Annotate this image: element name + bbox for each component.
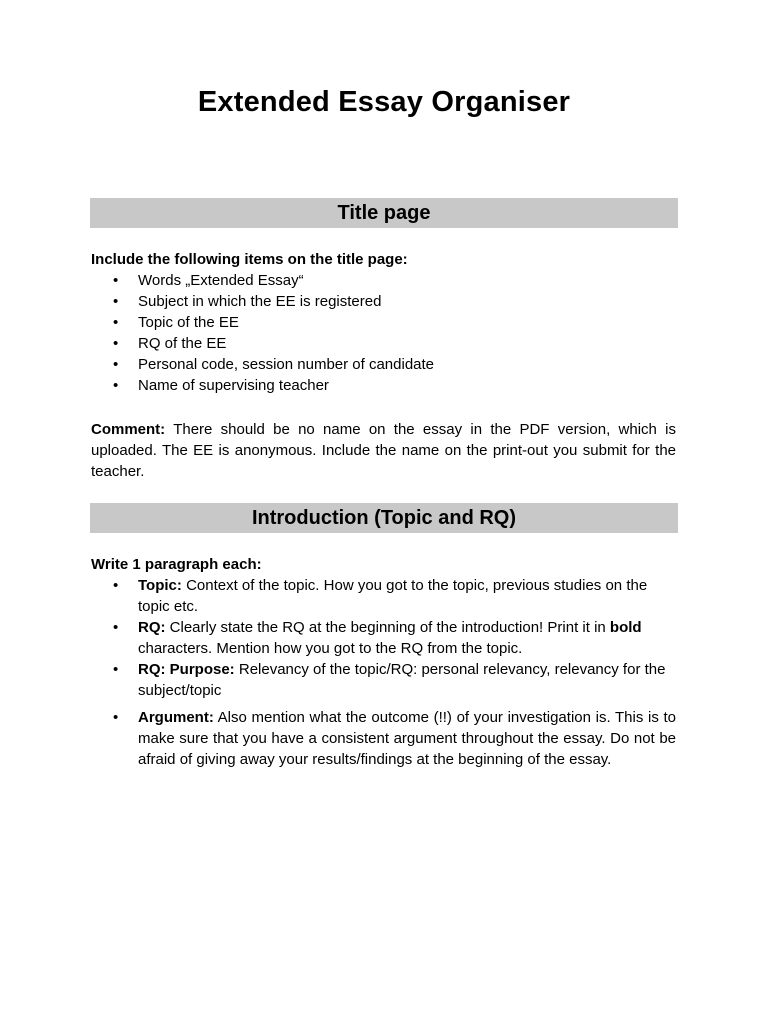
bullet-icon: •: [113, 293, 119, 310]
title-page-list: [91, 270, 676, 396]
bullet-icon: •: [113, 661, 119, 678]
list-item-text: RQ of the EE: [138, 335, 227, 352]
bullet-icon: •: [113, 709, 119, 726]
list-item-text: Topic of the EE: [138, 314, 239, 331]
item-text: characters. Mention how you got to the RQ from the topic.: [138, 640, 523, 657]
list-item: [91, 617, 676, 659]
list-item-text: Personal code, session number of candidate: [138, 356, 435, 373]
bullet-icon: •: [113, 272, 119, 289]
comment-label: Comment:: [91, 421, 166, 438]
section-heading-introduction: Introduction (Topic and RQ): [90, 503, 678, 533]
introduction-list: [91, 575, 676, 770]
item-label: RQ:: [138, 619, 166, 636]
bullet-icon: •: [113, 356, 119, 373]
item-text: Clearly state the RQ at the beginning of the introduction! Print it in: [169, 619, 606, 636]
bullet-icon: •: [113, 314, 119, 331]
bullet-icon: •: [113, 377, 119, 394]
title-page-intro: Include the following items on the title page:: [91, 251, 408, 268]
item-label: RQ: Purpose:: [138, 661, 235, 678]
list-item: [91, 354, 676, 375]
list-item: [91, 291, 676, 312]
introduction-intro: Write 1 paragraph each:: [91, 556, 262, 573]
item-text: Also mention what the outcome (!!) of your investigation is. This is to make sure that you have a consistent argument throughout the essay. Do not be afraid of giving away your results/findings at the beginning of the essay.: [138, 709, 677, 768]
item-text: Relevancy of the topic/RQ: personal relevancy, relevancy for the subject/topic: [138, 661, 666, 699]
title-page-content: [91, 249, 676, 396]
list-item-text: Subject in which the EE is registered: [138, 293, 382, 310]
item-bold-word: bold: [609, 619, 642, 636]
list-item-text: Name of supervising teacher: [138, 377, 329, 394]
bullet-icon: •: [113, 335, 119, 352]
list-item: [91, 707, 676, 770]
list-item-text: Words „Extended Essay“: [138, 272, 304, 289]
list-item: [91, 659, 676, 701]
list-item: [91, 312, 676, 333]
item-label: Argument:: [138, 709, 214, 726]
bullet-icon: •: [113, 577, 119, 594]
item-label: Topic:: [138, 577, 182, 594]
comment-text: There should be no name on the essay in the PDF version, which is uploaded. The EE is anonymous. Include the name on the print-out you submit for the teacher.: [91, 421, 676, 480]
list-item: [91, 270, 676, 291]
introduction-content: [91, 554, 676, 770]
list-item: [91, 575, 676, 617]
title-page-comment: [91, 419, 676, 482]
document-title: Extended Essay Organiser: [197, 86, 571, 118]
section-heading-title-page: Title page: [90, 198, 678, 228]
bullet-icon: •: [113, 619, 119, 636]
list-item: [91, 375, 676, 396]
list-item: [91, 333, 676, 354]
item-text: Context of the topic. How you got to the topic, previous studies on the topic etc.: [138, 577, 648, 615]
